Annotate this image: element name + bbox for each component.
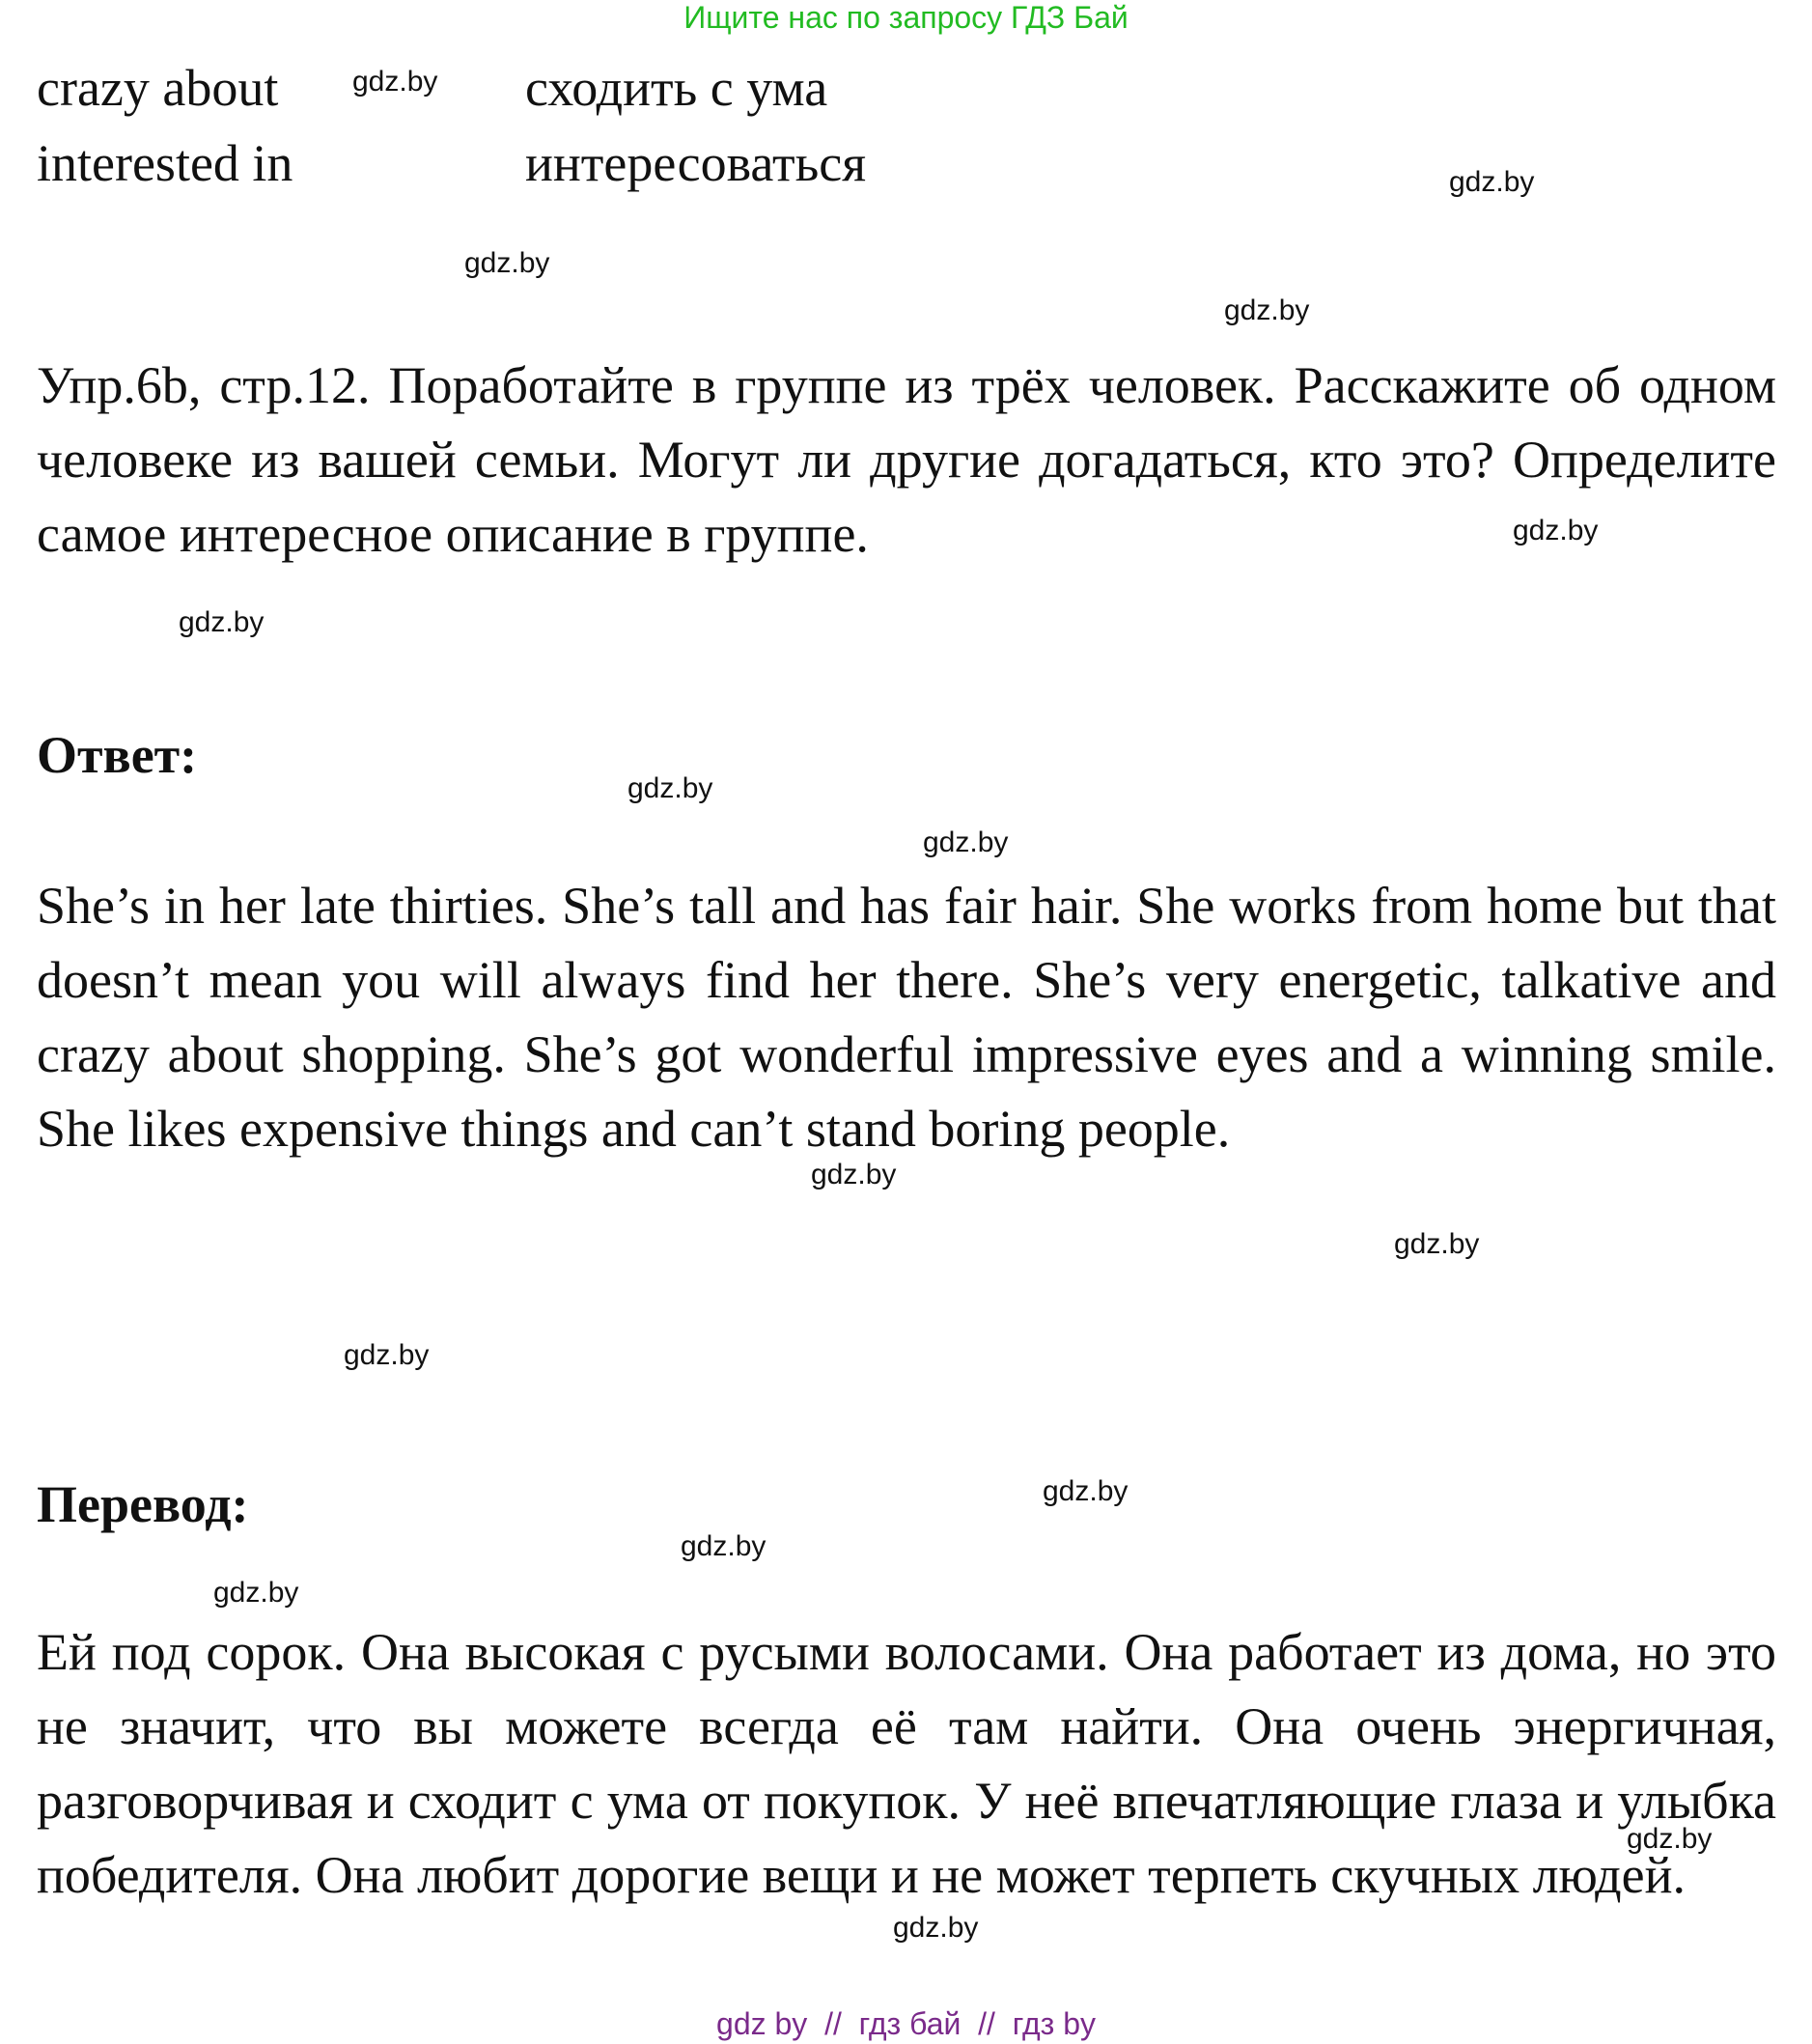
watermark: gdz.by	[681, 1530, 767, 1562]
header-banner: Ищите нас по запросу ГДЗ Бай	[683, 0, 1129, 35]
footer-banner: gdz by // гдз бай // гдз by	[716, 2006, 1096, 2041]
translation-heading: Перевод:	[37, 1475, 249, 1533]
vocabulary-english: crazy about	[37, 59, 279, 117]
watermark: gdz.by	[627, 772, 713, 804]
answer-heading: Ответ:	[37, 726, 198, 784]
watermark: gdz.by	[464, 247, 550, 279]
watermark: gdz.by	[1449, 166, 1535, 198]
vocabulary-russian: сходить с ума	[525, 59, 828, 117]
watermark: gdz.by	[1513, 515, 1599, 546]
watermark: gdz.by	[352, 66, 438, 98]
vocabulary-english: interested in	[37, 134, 293, 192]
watermark: gdz.by	[893, 1912, 979, 1944]
watermark: gdz.by	[923, 826, 1009, 858]
watermark: gdz.by	[1627, 1823, 1713, 1855]
answer-text: She’s in her late thirties. She’s tall and has fair hair. She works from home but that doesn’t mean you will always find her there. She’s very energetic, talkative and crazy about shopping. She’s got wonderful impressive eyes and a winning smile. She likes expensive things and can’t stand boring people.	[37, 877, 1776, 1158]
watermark: gdz.by	[811, 1159, 897, 1190]
translation-text: Ей под сорок. Она высокая с русыми волосами. Она работает из дома, но это не значит, что вы можете всегда её там найти. Она очень энергичная, разговорчивая и сходит с ума от покупок. У неё впечатляющие глаза и улыбка победителя. Она любит дорогие вещи и не может терпеть скучных людей.	[37, 1623, 1776, 1904]
watermark: gdz.by	[1394, 1228, 1480, 1260]
watermark: gdz.by	[1043, 1475, 1129, 1507]
exercise-task: Упр.6b, стр.12. Поработайте в группе из трёх человек. Расскажите об одном человеке из вашей семьи. Могут ли другие догадаться, кто это? Определите самое интересное описание в группе.	[37, 356, 1776, 563]
watermark: gdz.by	[344, 1339, 430, 1371]
watermark: gdz.by	[1224, 294, 1310, 326]
vocabulary-russian: интересоваться	[525, 134, 867, 192]
watermark: gdz.by	[213, 1577, 299, 1609]
watermark: gdz.by	[179, 606, 265, 638]
